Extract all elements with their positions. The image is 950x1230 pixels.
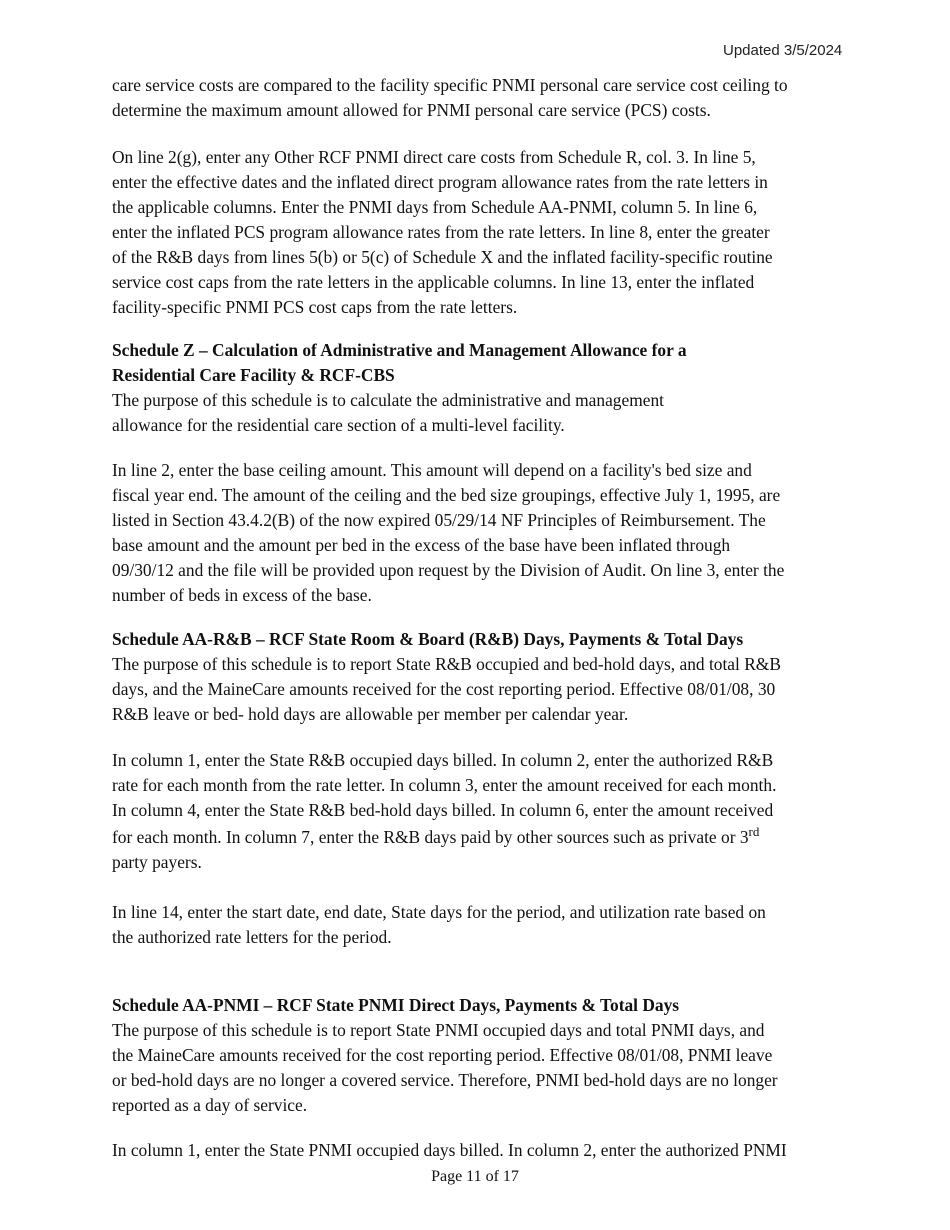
- section-heading: Schedule AA-R&B – RCF State Room & Board (R&B) Days, Payments & Total Days: [112, 629, 744, 649]
- text-line: facility-specific PNMI PCS cost caps from the rate letters.: [112, 297, 518, 317]
- section-heading: Schedule Z – Calculation of Administrative and Management Allowance for a: [112, 340, 687, 360]
- section-heading: Residential Care Facility & RCF-CBS: [112, 365, 395, 385]
- text-line: In line 2, enter the base ceiling amount. This amount will depend on a facility's bed size and: [112, 460, 752, 480]
- text-line: In column 4, enter the State R&B bed-hold days billed. In column 6, enter the amount received: [112, 800, 774, 820]
- text-line: number of beds in excess of the base.: [112, 585, 372, 605]
- paragraph-pcs-ceiling: [112, 73, 852, 123]
- paragraph-pnmi-columns: [112, 1138, 852, 1163]
- text-line: fiscal year end. The amount of the ceiling and the bed size groupings, effective July 1, 1995, are: [112, 485, 781, 505]
- text-line: the MaineCare amounts received for the cost reporting period. Effective 08/01/08, PNMI leave: [112, 1045, 773, 1065]
- text-line: The purpose of this schedule is to report State PNMI occupied days and total PNMI days, and: [112, 1020, 765, 1040]
- text-line: base amount and the amount per bed in the excess of the base have been inflated through: [112, 535, 731, 555]
- text-line: The purpose of this schedule is to calculate the administrative and management: [112, 390, 664, 410]
- text-line: 09/30/12 and the file will be provided upon request by the Division of Audit. On line 3, enter the: [112, 560, 785, 580]
- text-line: In column 1, enter the State R&B occupied days billed. In column 2, enter the authorized R&B: [112, 750, 774, 770]
- text-span: for each month. In column 7, enter the R&B days paid by other sources such as private or 3: [112, 827, 749, 847]
- paragraph-line-2g: [112, 145, 852, 320]
- section-schedule-aa-pnmi: [112, 993, 852, 1118]
- paragraph-rb-columns: [112, 748, 852, 875]
- text-line: enter the effective dates and the inflated direct program allowance rates from the rate letters in: [112, 172, 768, 192]
- text-line: allowance for the residential care section of a multi-level facility.: [112, 415, 565, 435]
- section-schedule-z: [112, 338, 852, 438]
- updated-date: Updated 3/5/2024: [723, 42, 843, 59]
- text-line: listed in Section 43.4.2(B) of the now expired 05/29/14 NF Principles of Reimbursement. The: [112, 510, 766, 530]
- text-line: R&B leave or bed- hold days are allowable per member per calendar year.: [112, 704, 629, 724]
- text-line: In column 1, enter the State PNMI occupied days billed. In column 2, enter the authorized PNMI: [112, 1140, 787, 1160]
- text-line: [112, 825, 852, 850]
- text-line: enter the inflated PCS program allowance rates from the rate letters. In line 8, enter the greater: [112, 222, 770, 242]
- text-line: In line 14, enter the start date, end date, State days for the period, and utilization rate based on: [112, 902, 766, 922]
- text-line: reported as a day of service.: [112, 1095, 308, 1115]
- text-line: service cost caps from the rate letters in the applicable columns. In line 13, enter the inflated: [112, 272, 755, 292]
- section-heading: Schedule AA-PNMI – RCF State PNMI Direct Days, Payments & Total Days: [112, 995, 680, 1015]
- section-schedule-aa-rb: [112, 627, 852, 727]
- paragraph-line-14: [112, 900, 852, 950]
- text-line: the applicable columns. Enter the PNMI days from Schedule AA-PNMI, column 5. In line 6,: [112, 197, 758, 217]
- text-line: The purpose of this schedule is to report State R&B occupied and bed-hold days, and total R&B: [112, 654, 781, 674]
- text-line: of the R&B days from lines 5(b) or 5(c) of Schedule X and the inflated facility-specific routine: [112, 247, 773, 267]
- page-number: Page 11 of 17: [431, 1168, 519, 1185]
- text-line: On line 2(g), enter any Other RCF PNMI direct care costs from Schedule R, col. 3. In line 5,: [112, 147, 756, 167]
- text-line: party payers.: [112, 852, 202, 872]
- superscript-ordinal: rd: [748, 824, 760, 840]
- paragraph-base-ceiling: [112, 458, 852, 608]
- text-line: rate for each month from the rate letter. In column 3, enter the amount received for each month.: [112, 775, 777, 795]
- text-line: care service costs are compared to the facility specific PNMI personal care service cost ceiling to: [112, 75, 788, 95]
- text-line: determine the maximum amount allowed for PNMI personal care service (PCS) costs.: [112, 100, 711, 120]
- text-line: or bed-hold days are no longer a covered service. Therefore, PNMI bed-hold days are no longer: [112, 1070, 778, 1090]
- text-line: the authorized rate letters for the period.: [112, 927, 392, 947]
- text-line: days, and the MaineCare amounts received for the cost reporting period. Effective 08/01/08, 30: [112, 679, 776, 699]
